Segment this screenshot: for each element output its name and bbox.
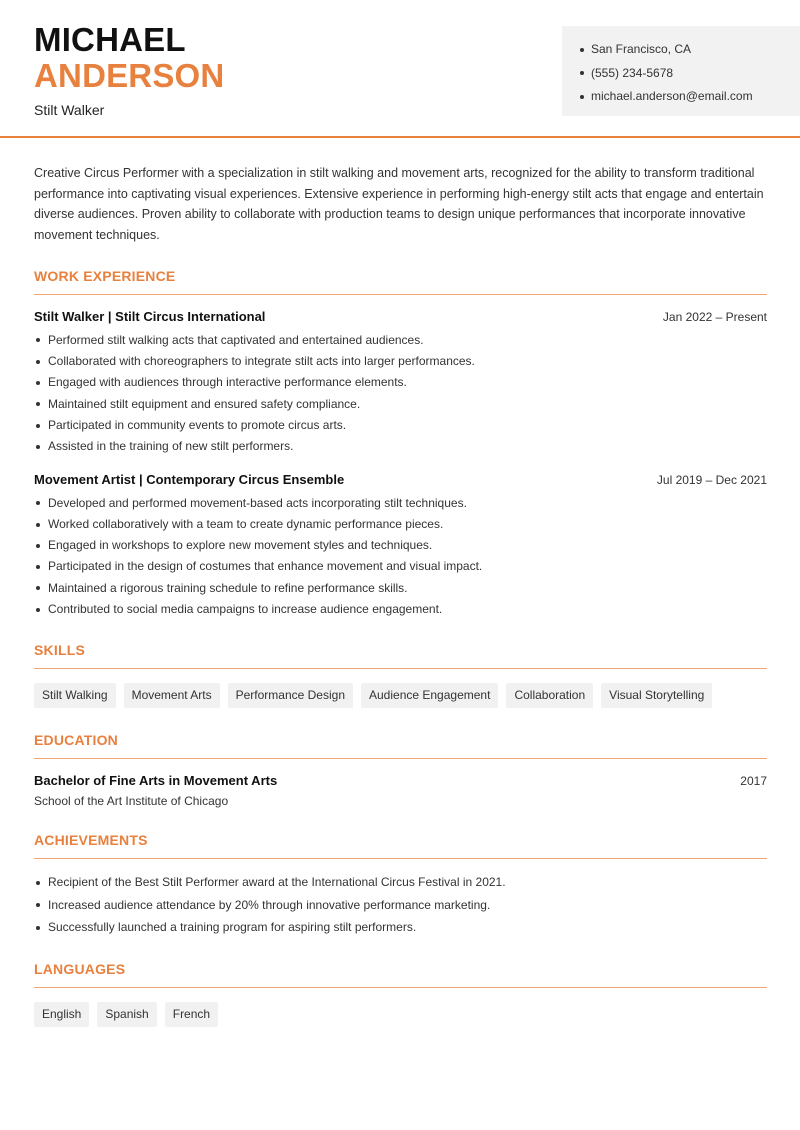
- bullet-icon: [36, 565, 40, 569]
- name-block: [34, 22, 224, 118]
- bullet-icon: [36, 903, 40, 907]
- resume-content: [34, 163, 767, 1027]
- first-name: MICHAEL: [34, 21, 186, 58]
- list-item-text: Assisted in the training of new stilt performers.: [48, 439, 294, 454]
- job-role: Movement Artist | Contemporary Circus Ensemble: [34, 471, 345, 487]
- last-name: ANDERSON: [34, 57, 225, 94]
- list-item-text: Developed and performed movement-based acts incorporating stilt techniques.: [48, 495, 467, 510]
- language-tag: English: [34, 1002, 89, 1027]
- list-item: [36, 556, 767, 577]
- job-bullets: [34, 330, 767, 458]
- list-item: [36, 916, 767, 939]
- list-item: [36, 535, 767, 556]
- bullet-icon: [36, 544, 40, 548]
- skill-tag: Stilt Walking: [34, 683, 116, 708]
- bullet-icon: [36, 338, 40, 342]
- contact-email-text: michael.anderson@email.com: [591, 89, 753, 103]
- list-item-text: Successfully launched a training program for aspiring stilt performers.: [48, 920, 417, 935]
- bullet-icon: [36, 881, 40, 885]
- job-role: Stilt Walker | Stilt Circus International: [34, 308, 266, 324]
- skills-tags: [34, 683, 767, 708]
- list-item: [36, 493, 767, 514]
- list-item-text: Engaged with audiences through interactive performance elements.: [48, 375, 407, 390]
- skill-tag: Movement Arts: [124, 683, 220, 708]
- skill-tag: Performance Design: [228, 683, 353, 708]
- skills-section: [34, 642, 767, 708]
- work-section: [34, 268, 767, 621]
- list-item: [36, 894, 767, 917]
- contact-location: [580, 38, 800, 62]
- list-item-text: Maintained stilt equipment and ensured safety compliance.: [48, 396, 361, 411]
- language-tag: Spanish: [97, 1002, 156, 1027]
- list-item-text: Participated in community events to promote circus arts.: [48, 418, 347, 432]
- list-item-text: Participated in the design of costumes that enhance movement and visual impact.: [48, 559, 483, 574]
- job-dates: Jan 2022 – Present: [662, 309, 767, 324]
- contact-phone-text: (555) 234-5678: [591, 65, 674, 80]
- bullet-icon: [36, 501, 40, 505]
- list-item: [36, 351, 767, 372]
- list-item-text: Contributed to social media campaigns to increase audience engagement.: [48, 602, 443, 617]
- skill-tag: Visual Storytelling: [601, 683, 712, 708]
- achievements-section: [34, 832, 767, 939]
- list-item: [36, 415, 767, 436]
- job-bullets: [34, 493, 767, 621]
- bullet-icon: [36, 381, 40, 385]
- list-item-text: Performed stilt walking acts that captivated and entertained audiences.: [48, 332, 424, 347]
- list-item: [36, 871, 767, 894]
- list-item-text: Recipient of the Best Stilt Performer award at the International Circus Festival in 2021.: [48, 875, 506, 890]
- contact-box: [562, 26, 800, 116]
- resume-header: [0, 0, 800, 138]
- bullet-icon: [36, 926, 40, 930]
- list-item-text: Collaborated with choreographers to integrate stilt acts into larger performances.: [48, 354, 475, 369]
- list-item: [36, 599, 767, 620]
- list-item: [36, 372, 767, 393]
- job-title: Stilt Walker: [34, 102, 105, 118]
- bullet-icon: [580, 48, 584, 52]
- bullet-icon: [36, 523, 40, 527]
- job-header: [34, 309, 767, 324]
- language-tags: [34, 1002, 767, 1027]
- bullet-icon: [36, 360, 40, 364]
- section-title: ACHIEVEMENTS: [34, 832, 767, 859]
- section-title: SKILLS: [34, 642, 767, 669]
- bullet-icon: [580, 71, 584, 75]
- list-item-text: Engaged in workshops to explore new movement styles and techniques.: [48, 538, 433, 553]
- skill-tag: Audience Engagement: [361, 683, 498, 708]
- education-header: [34, 773, 767, 788]
- list-item: [36, 436, 767, 457]
- education-year: 2017: [740, 774, 767, 789]
- job-entry: [34, 472, 767, 621]
- school-name: School of the Art Institute of Chicago: [34, 794, 229, 809]
- language-tag: French: [165, 1002, 218, 1027]
- job-entry: [34, 309, 767, 458]
- bullet-icon: [36, 445, 40, 449]
- languages-section: [34, 961, 767, 1027]
- contact-email: [580, 85, 800, 109]
- bullet-icon: [580, 95, 584, 99]
- list-item: [36, 330, 767, 351]
- bullet-icon: [36, 402, 40, 406]
- job-header: [34, 472, 767, 487]
- list-item-text: Maintained a rigorous training schedule to refine performance skills.: [48, 580, 408, 595]
- list-item: [36, 514, 767, 535]
- list-item: [36, 394, 767, 415]
- section-title: LANGUAGES: [34, 961, 767, 988]
- bullet-icon: [36, 424, 40, 428]
- job-dates: Jul 2019 – Dec 2021: [656, 472, 767, 487]
- summary: Creative Circus Performer with a specialization in stilt walking and movement arts, recognized for the ability to transform traditional performance into captivating visual experiences. Extensive experience in performing high-energy stilt acts that engage and entertain diverse audiences. Proven ability to collaborate with production teams to design unique performances that incorporate innovative movement techniques.: [34, 166, 764, 243]
- achievements-list: [34, 871, 767, 939]
- bullet-icon: [36, 608, 40, 612]
- contact-location-text: San Francisco, CA: [591, 42, 692, 56]
- education-section: [34, 732, 767, 808]
- contact-phone: [580, 62, 800, 86]
- skill-tag: Collaboration: [506, 683, 593, 708]
- list-item: [36, 578, 767, 599]
- section-title: WORK EXPERIENCE: [34, 268, 767, 295]
- list-item-text: Increased audience attendance by 20% through innovative performance marketing.: [48, 897, 491, 912]
- bullet-icon: [36, 586, 40, 590]
- list-item-text: Worked collaboratively with a team to create dynamic performance pieces.: [48, 516, 444, 531]
- degree: Bachelor of Fine Arts in Movement Arts: [34, 773, 278, 789]
- section-title: EDUCATION: [34, 732, 767, 759]
